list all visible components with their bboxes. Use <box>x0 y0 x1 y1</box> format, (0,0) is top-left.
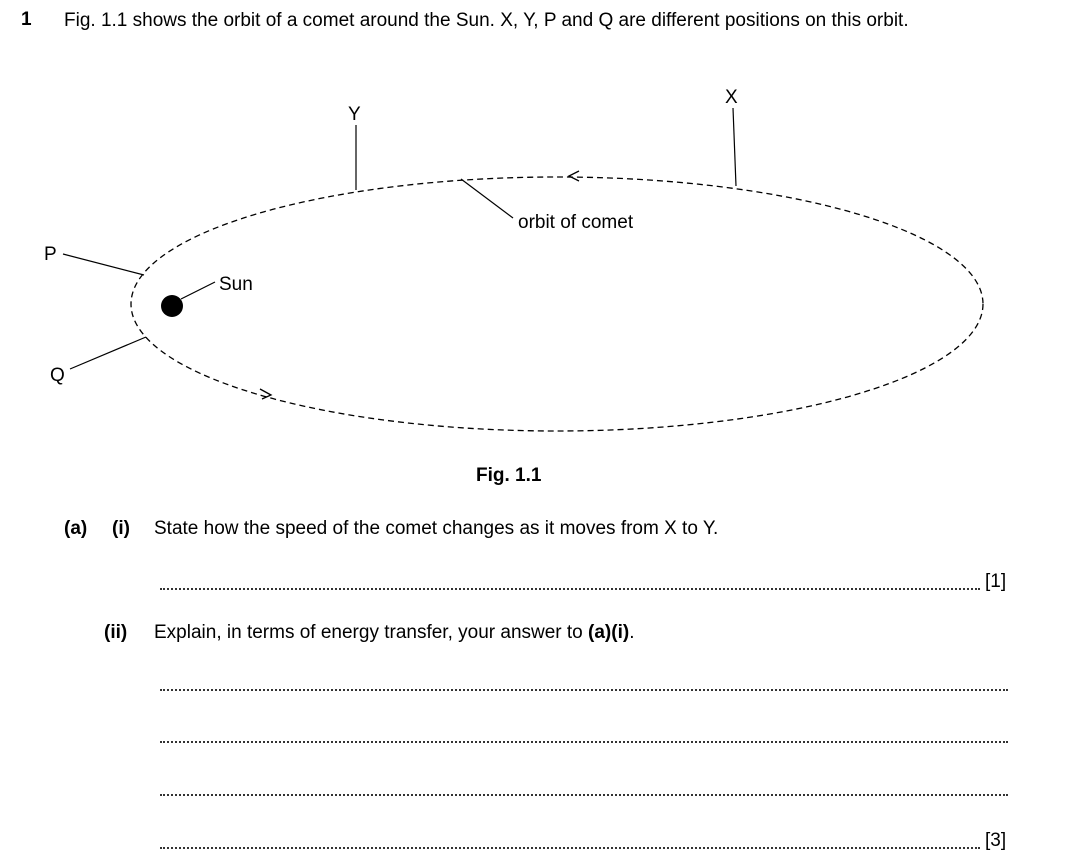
subpart-ii-label: (ii) <box>104 622 128 643</box>
p-label: P <box>44 244 57 265</box>
part-a-label: (a) <box>64 518 88 539</box>
p-leader-line <box>63 254 144 275</box>
answer-line-ii-4[interactable] <box>160 847 980 849</box>
answer-line-ii-2[interactable] <box>160 741 1008 743</box>
q-label: Q <box>50 365 65 386</box>
figure-caption: Fig. 1.1 <box>476 465 542 486</box>
orbit-arrow-top <box>569 171 579 181</box>
q-leader-line <box>70 337 146 369</box>
sun-dot <box>161 295 183 317</box>
subpart-i-text: State how the speed of the comet changes as it moves from X to Y. <box>154 518 719 539</box>
subpart-ii-text-main: Explain, in terms of energy transfer, your answer to <box>154 622 589 643</box>
answer-line-ii-3[interactable] <box>160 794 1008 796</box>
question-stem: Fig. 1.1 shows the orbit of a comet around the Sun. X, Y, P and Q are different positions on this orbit. <box>64 10 909 31</box>
x-leader-line <box>733 108 736 186</box>
orbit-leader-line <box>461 179 513 218</box>
answer-line-ii-1[interactable] <box>160 689 1008 691</box>
answer-line-i[interactable] <box>160 588 980 590</box>
question-number: 1 <box>21 9 32 30</box>
orbit-arrow-bottom <box>260 389 271 399</box>
x-label: X <box>725 87 738 108</box>
orbit-label: orbit of comet <box>518 212 634 233</box>
sun-label: Sun <box>219 274 253 295</box>
subpart-ii-reference: (a)(i) <box>588 622 630 643</box>
marks-ii: [3] <box>985 830 1007 851</box>
marks-i: [1] <box>985 571 1007 592</box>
subpart-ii-text <box>154 622 634 644</box>
sun-leader-line <box>181 282 215 299</box>
subpart-ii-text-end: . <box>629 622 635 643</box>
subpart-i-label: (i) <box>112 518 130 539</box>
y-label: Y <box>348 104 361 125</box>
